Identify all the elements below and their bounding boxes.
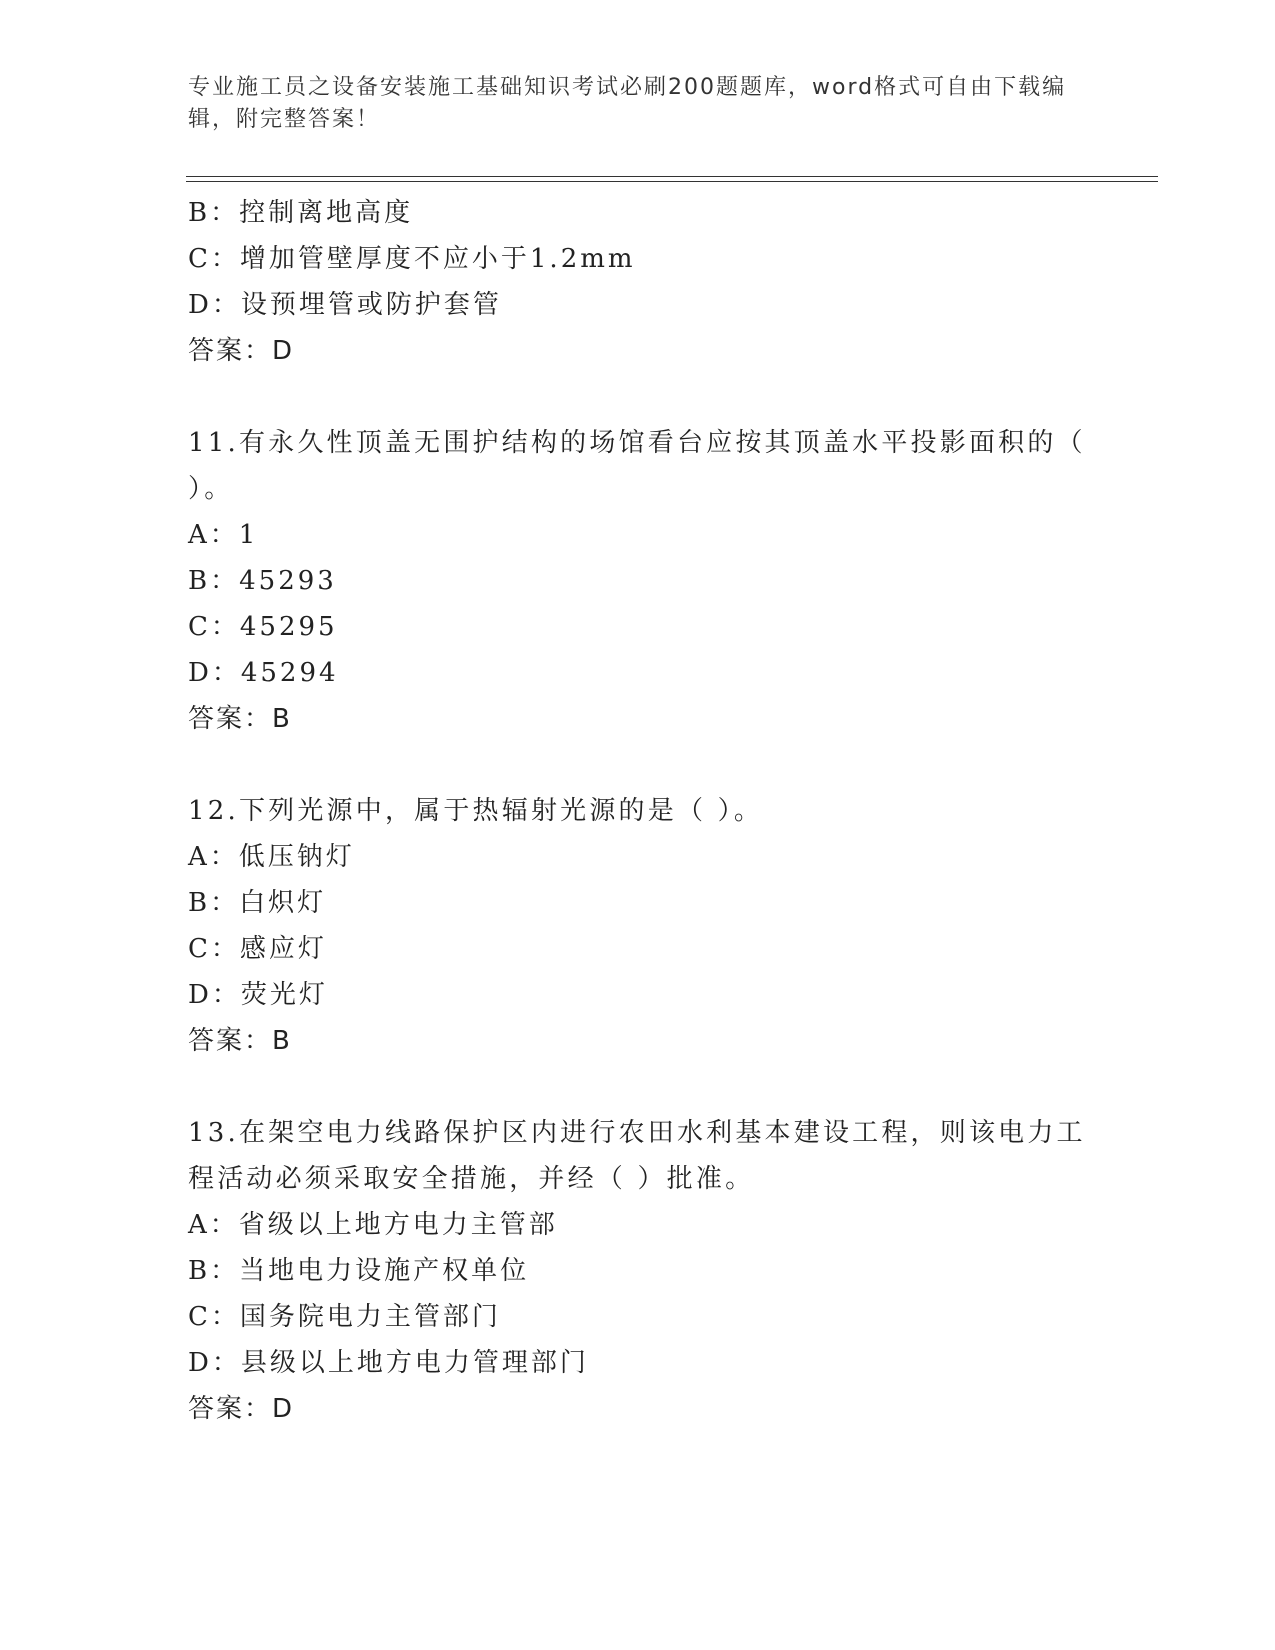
question-stem: 11.有永久性顶盖无围护结构的场馆看台应按其顶盖水平投影面积的（ ）。 [188,428,1086,504]
option-a: A：低压钠灯 [188,842,355,872]
header-divider-bottom [186,181,1158,182]
answer-label: 答案：D [188,1394,295,1424]
option-a: A：1 [188,520,259,550]
option-a: A：省级以上地方电力主管部 [188,1210,558,1240]
option-b: B：当地电力设施产权单位 [188,1256,530,1286]
option-d: D：县级以上地方电力管理部门 [188,1348,589,1378]
option-d: D：45294 [188,658,339,688]
question-block-10 [188,190,1088,374]
option-c: C：45295 [188,612,338,642]
option-d: D：荧光灯 [188,980,328,1010]
spacer [188,374,1088,420]
spacer [188,1064,1088,1110]
option-b: B：45293 [188,566,337,596]
option-c: C：增加管壁厚度不应小于1.2mm [188,244,636,274]
option-b: B：控制离地高度 [188,198,414,228]
option-d: D：设预埋管或防护套管 [188,290,502,320]
option-b: B：白炽灯 [188,888,327,918]
answer-label: 答案：B [188,704,292,734]
document-body [188,190,1088,1432]
question-block-11 [188,420,1088,742]
answer-label: 答案：B [188,1026,292,1056]
answer-label: 答案：D [188,336,295,366]
option-c: C：感应灯 [188,934,327,964]
document-header: 专业施工员之设备安装施工基础知识考试必刷200题题库，word格式可自由下载编辑，附完整答案！ [188,75,1067,132]
question-stem: 13.在架空电力线路保护区内进行农田水利基本建设工程，则该电力工程活动必须采取安全措施，并经（ ）批准。 [188,1118,1086,1194]
header-divider-top [186,176,1158,177]
question-block-13 [188,1110,1088,1432]
question-stem: 12.下列光源中，属于热辐射光源的是（ ）。 [188,796,764,826]
question-block-12 [188,788,1088,1064]
option-c: C：国务院电力主管部门 [188,1302,501,1332]
spacer [188,742,1088,788]
